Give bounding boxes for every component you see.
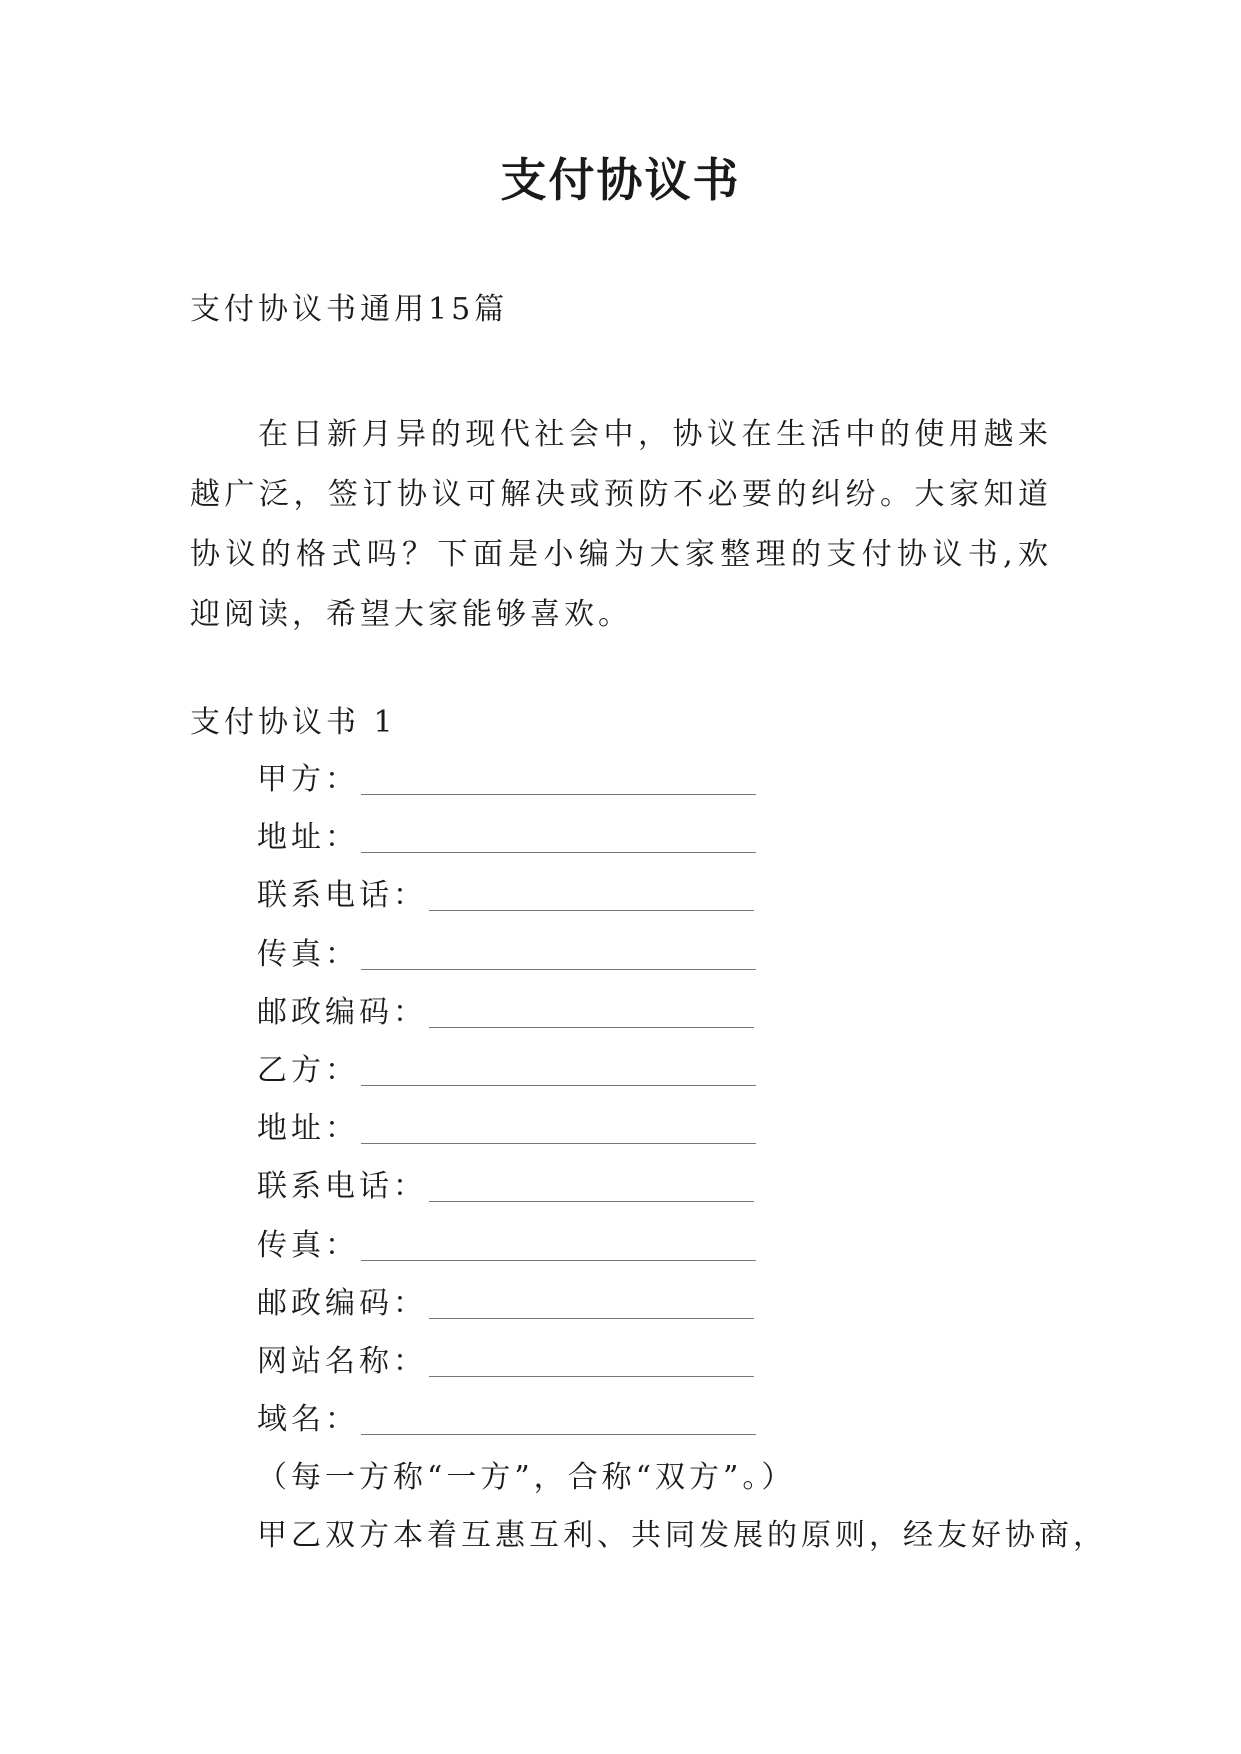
field-label: 地址： <box>257 1111 359 1147</box>
closing-paragraph: 甲乙双方本着互惠互利、共同发展的原则，经友好协商， <box>257 1518 1107 1553</box>
fill-in-blank <box>429 876 754 911</box>
fill-in-blank <box>361 1109 756 1144</box>
field-postcode-a <box>257 993 756 1051</box>
fill-in-blank <box>429 1167 754 1202</box>
field-label: 邮政编码： <box>257 994 427 1030</box>
fill-in-blank <box>361 1400 756 1435</box>
field-phone-b <box>257 1167 756 1225</box>
party-info-fields <box>257 760 756 1458</box>
fill-in-blank <box>361 935 756 970</box>
field-address-b <box>257 1109 756 1167</box>
fill-in-blank <box>429 1342 754 1377</box>
fill-in-blank <box>429 1284 754 1319</box>
field-postcode-b <box>257 1284 756 1342</box>
intro-paragraph: 在日新月异的现代社会中，协议在生活中的使用越来越广泛，签订协议可解决或预防不必要的纠纷。大家知道协议的格式吗？下面是小编为大家整理的支付协议书,欢迎阅读，希望大家能够喜欢。 <box>190 417 1052 632</box>
fill-in-blank <box>361 1226 756 1261</box>
field-website-name <box>257 1342 756 1400</box>
field-label: 传真： <box>257 1227 359 1263</box>
document-title: 支付协议书 <box>500 153 741 207</box>
field-label: 传真： <box>257 936 359 972</box>
field-fax-a <box>257 935 756 993</box>
field-party-a <box>257 760 756 818</box>
field-fax-b <box>257 1226 756 1284</box>
field-label: 邮政编码： <box>257 1285 427 1321</box>
fill-in-blank <box>361 1051 756 1086</box>
field-party-b <box>257 1051 756 1109</box>
field-label: 地址： <box>257 820 359 856</box>
field-label: 甲方： <box>257 762 359 797</box>
field-phone-a <box>257 876 756 934</box>
fill-in-blank <box>361 760 756 795</box>
fill-in-blank <box>361 818 756 853</box>
field-address-a <box>257 818 756 876</box>
field-label: 联系电话： <box>257 1169 427 1205</box>
fill-in-blank <box>429 993 754 1028</box>
field-label: 乙方： <box>257 1052 359 1088</box>
document-subtitle: 支付协议书通用15篇 <box>190 292 509 327</box>
field-label: 域名： <box>257 1402 359 1438</box>
parties-note: （每一方称“一方”，合称“双方”。） <box>257 1460 796 1495</box>
field-label: 联系电话： <box>257 878 427 914</box>
section-title: 支付协议书 1 <box>190 705 397 740</box>
field-label: 网站名称： <box>257 1343 427 1379</box>
field-domain <box>257 1400 756 1458</box>
